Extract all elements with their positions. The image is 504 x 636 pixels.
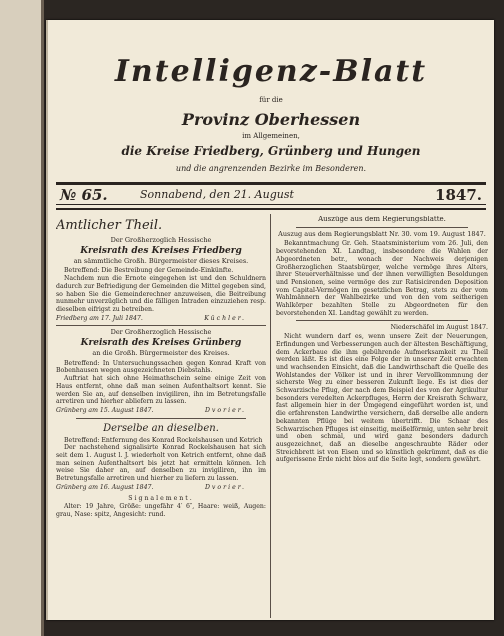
masthead-title: Intelligenz-Blatt xyxy=(114,54,428,89)
announcement-signature-line xyxy=(56,484,266,492)
announcement-addressee: an die Großh. Bürgermeister des Kreises. xyxy=(92,349,230,358)
article-dateline: Niederschäfel im August 1847. xyxy=(390,324,488,332)
announcement-subject: Betreffend: In Untersuchungssachen gegen Konrad Kraft von Bobenhausen wegen ausgezeichneten Diebstahls. xyxy=(56,359,266,375)
section-title: Amtlicher Theil. xyxy=(56,218,163,233)
regierungsblatt-text: Bekanntmachung Gr. Geh. Staatsministerium vom 26. Juli, den bevorstehenden XI. Landtag, insbesondere die Wahlen der Abgeordneten betr., wonach der Nachweis derjenigen Großherzoglichen Staatsbürger, welche vermöge ihres Alters, ihrer Steuerverhältnisse und der ihnen verwilligten Besoldungen und Pensionen, seine vermöge des zur Ratisicirenden Deposition vom Capital-Vermögen im gesetzlichen Betrag, stets zu der vom Wahlmännern der Wahlbezirke und von den vom seitherigen Wahlkörper bezahlten Stelle zu Abgeordneten für den bevorstehenden XI. Landtag gewählt zu werden. xyxy=(276,240,488,317)
announcement-head-small: Der Großherzoglich Hessische xyxy=(110,236,212,244)
announcement-date: Friedberg am 17. Juli 1847. xyxy=(56,314,143,322)
left-column xyxy=(56,216,266,616)
issue-year: 1847. xyxy=(435,186,482,204)
announcement-gruenberg xyxy=(56,329,266,414)
dateline-rule-thick xyxy=(56,208,486,210)
announcement-head: Kreisrath des Kreises Friedberg xyxy=(80,245,242,256)
announcement-signer: Dvorier. xyxy=(204,483,246,491)
announcement-signer: Küchler. xyxy=(204,314,246,322)
dateline-rule-thin xyxy=(56,204,486,205)
divider xyxy=(296,227,468,228)
announcement-text: Auftriat hat sich ohne Heimathschein seine einige Zeit von Haus entfernt, ohne daß man seinen Aufenthaltsort kennt. Sie werden Sie an, auf denselben invigiliren, ihn im Betretungsfalle arretiren und hierher abliefern zu lassen. xyxy=(56,375,266,406)
newspaper-page xyxy=(46,20,494,620)
announcement-signature-line xyxy=(56,407,266,415)
signalement-title: Signalement. xyxy=(128,494,194,502)
announcement-addressee: an sämmtliche Großh. Bürgermeister dieses Kreises. xyxy=(73,256,249,265)
divider xyxy=(76,418,246,419)
column-separator xyxy=(270,214,271,618)
article-text: Nicht wundern darf es, wenn unsere Zeit der Neuerungen, Erfindungen und Verbesserungen auch der ältesten Beschäftigung, dem Ackerbaue die ihm gebührende Aufmerksamkeit zu Theil werden läßt. Es ist dies eine Folge der in unserer Zeit erwachten und wachsenden Einsicht, daß die Landwirthschaft die Quelle des Wohlstandes der Völker ist und in ihrer Vervollkommnung der sicherste Weg zu einer besseren Zukunft liege. Es ist dies der Schwarzische Pflug, der nach dem Beispiel des von der Agrikultur besonders veredelten Ackerpfluges, Herrn der Kreisrath Schwarz, fast allgemein hier in der Umgegend eingeführt worden ist, und die erfahrensten Landwirthe versichern, daß derselbe alle andern bekannten Pflüge bei weitem übertrifft. Die Schaar des Schwarzischen Pfluges ist einseitig, meißelförmig, unten sehr breit und oben schmal, und wird ganz besonders dadurch ausgezeichnet, daß an dieselbe angeschraubte Räder oder Streichbrett ist von Eisen und so künstlich gekrümmt, daß es die aufgerissene Erde nicht blos auf die Seite legt, sondern gewährt. xyxy=(276,333,488,464)
announcement-subject: Betreffend: Entfernung des Konrad Rockelshausen und Ketrich xyxy=(64,436,263,444)
masthead-line3: im Allgemeinen, xyxy=(242,132,300,140)
announcement-subject: Betreffend: Die Bestreibung der Gemeinde-Einkünfte. xyxy=(64,267,234,275)
announcement-signature-line xyxy=(56,315,266,323)
right-column xyxy=(276,216,488,616)
announcement-text: Nachdem nun die Ernote eingegehen ist und den Schuldnern dadurch zur Befriedigung der Gemeinden die Mittel gegeben sind, so haben Sie die Gemeinderechner anzuweisen, die Beitreibung nunmehr unverzüglich und die fälligen Intraden einzuziehen resp. dieselben eifrigst zu betreiben. xyxy=(56,275,266,313)
announcement-derselbe xyxy=(56,423,266,519)
issue-number: № 65. xyxy=(60,186,108,204)
divider xyxy=(56,325,266,326)
issue-date: Sonnabend, den 21. August xyxy=(140,188,294,201)
masthead-rule xyxy=(56,182,486,185)
right-section-sub: Auszug aus dem Regierungsblatt Nr. 30. vom 19. August 1847. xyxy=(278,229,486,238)
masthead-line4: die Kreise Friedberg, Grünberg und Hungen xyxy=(121,144,421,158)
announcement-date: Grünberg am 16. August 1847. xyxy=(56,483,154,491)
announcement-head-small: Der Großherzoglich Hessische xyxy=(110,328,212,337)
announcement-friedberg xyxy=(56,237,266,322)
announcement-signer: Dvorier. xyxy=(204,406,246,414)
announcement-text: Der nachstehend signalisirte Konrad Rockelshausen hat sich seit dem 1. August l. J. wiederholt von Ketrich entfernt, ohne daß man seinen Aufenthaltsort bis jetzt hat ermitteln können. Ich weise Sie daher an, auf denselben zu invigiliren, ihn im Betretungsfalle arretiren und hierher zu liefern zu lassen. xyxy=(56,444,266,483)
signalement-text: Alter: 19 Jahre, Größe: ungefähr 4′ 6″, Haare: weiß, Augen: grau, Nase: spitz, Angesicht: rund. xyxy=(56,503,266,518)
right-section-head: Auszüge aus dem Regierungsblatte. xyxy=(318,216,446,223)
masthead-line5: und die angrenzenden Bezirke im Besonderen. xyxy=(175,164,367,173)
divider xyxy=(296,320,468,321)
masthead-line2: Provinz Oberhessen xyxy=(181,110,361,129)
announcement-head: Kreisrath des Kreises Grünberg xyxy=(80,338,242,349)
masthead-line1: für die xyxy=(259,96,283,104)
adjacent-page-strip xyxy=(0,0,44,636)
announcement-title: Derselbe an dieselben. xyxy=(103,422,219,434)
announcement-date: Grünberg am 15. August 1847. xyxy=(56,406,154,414)
page-edge xyxy=(41,0,44,636)
dateline xyxy=(56,188,486,204)
